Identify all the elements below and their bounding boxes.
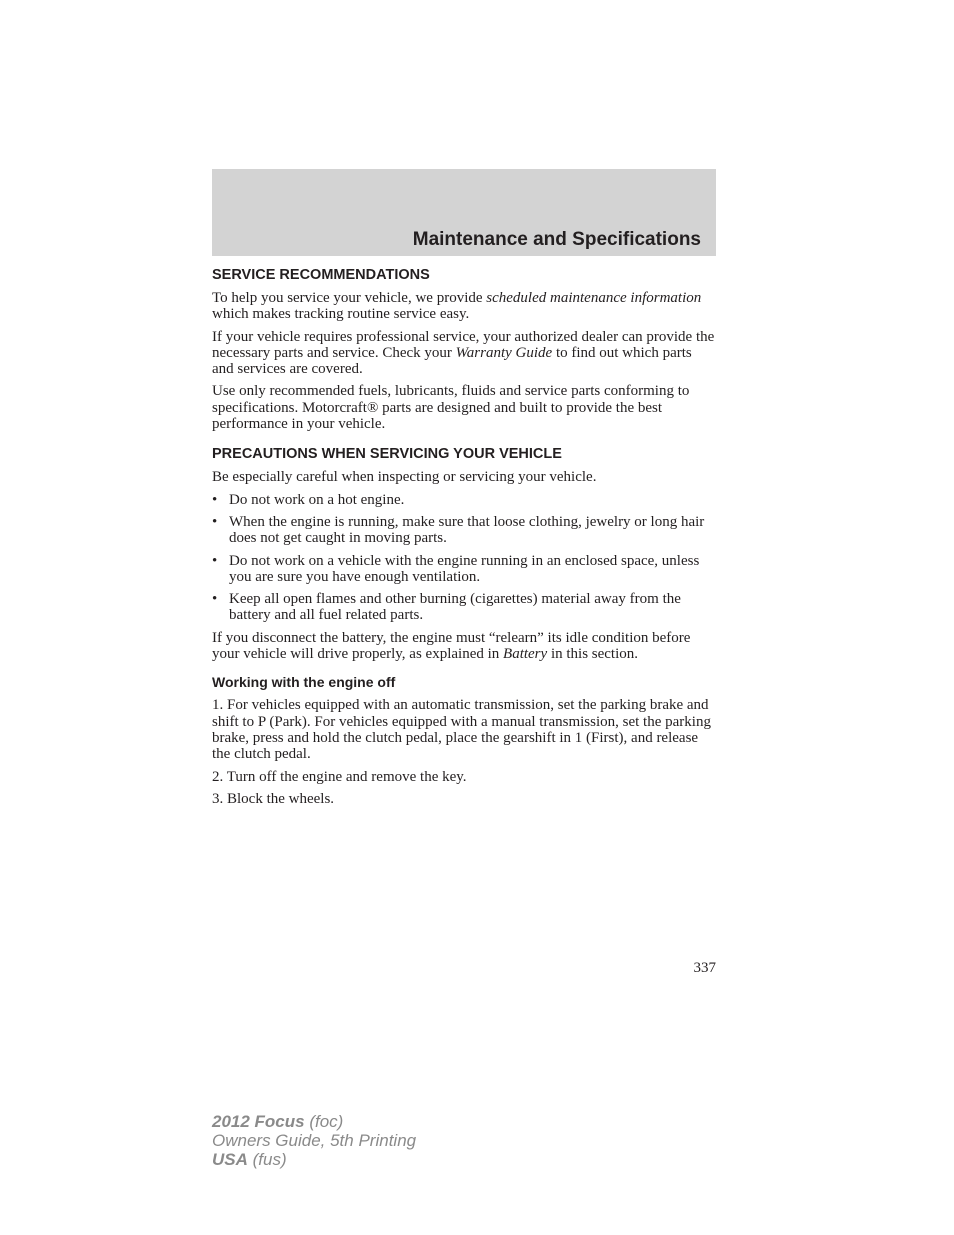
text-run: to find out which parts and services are covered. bbox=[212, 344, 692, 378]
page-content bbox=[212, 266, 716, 813]
footer-line-market bbox=[212, 1150, 416, 1169]
text-run: To help you service your vehicle, we provide bbox=[212, 290, 487, 306]
bullet-icon: • bbox=[212, 513, 218, 530]
section-title: Maintenance and Specifications bbox=[412, 229, 701, 250]
paragraph-battery-relearn bbox=[212, 630, 716, 663]
text-run: in this section. bbox=[547, 646, 639, 663]
footer-line-printing: Owners Guide, 5th Printing bbox=[212, 1131, 417, 1150]
footer-market: USA bbox=[212, 1150, 248, 1169]
heading-precautions: PRECAUTIONS WHEN SERVICING YOUR VEHICLE bbox=[212, 446, 562, 463]
list-item-text: Do not work on a vehicle with the engine running in an enclosed space, unless you are sure you have enough ventilation. bbox=[229, 552, 700, 585]
text-run: If your vehicle requires professional service, your authorized dealer can provide the necessary parts and service. Check your bbox=[212, 328, 715, 361]
bullet-icon: • bbox=[212, 491, 218, 508]
italic-term: Battery bbox=[503, 646, 548, 663]
list-item bbox=[212, 514, 716, 547]
document-footer bbox=[212, 1112, 416, 1169]
italic-term: scheduled maintenance information bbox=[486, 290, 702, 306]
step-3: 3. Block the wheels. bbox=[212, 790, 335, 807]
list-item bbox=[212, 553, 716, 586]
list-item bbox=[212, 591, 716, 624]
page-number: 337 bbox=[693, 960, 716, 976]
bullet-icon: • bbox=[212, 591, 218, 608]
list-item-text: Keep all open flames and other burning (cigarettes) material away from the battery and all fuel related parts. bbox=[229, 591, 681, 624]
paragraph-recommended-parts: Use only recommended fuels, lubricants, fluids and service parts conforming to specifications. Motorcraft® parts are designed and built to provide the best performance in your vehicle. bbox=[212, 383, 690, 433]
step-1: 1. For vehicles equipped with an automatic transmission, set the parking brake and shift to P (Park). For vehicles equipped with a manual transmission, set the parking brake, press and hold the clutch pedal, place the gearshift in 1 (First), and release the clutch pedal. bbox=[212, 697, 711, 763]
footer-model: 2012 Focus bbox=[212, 1112, 305, 1131]
paragraph-precautions-intro: Be especially careful when inspecting or servicing your vehicle. bbox=[212, 469, 597, 486]
paragraph-professional-service bbox=[212, 329, 716, 378]
paragraph-service-intro bbox=[212, 290, 716, 323]
text-run: which makes tracking routine service easy. bbox=[212, 306, 470, 323]
italic-term: Warranty Guide bbox=[455, 344, 553, 361]
bullet-icon: • bbox=[212, 552, 218, 569]
list-item-text: When the engine is running, make sure that loose clothing, jewelry or long hair does not get caught in moving parts. bbox=[229, 513, 705, 547]
list-item-text: Do not work on a hot engine. bbox=[229, 491, 405, 508]
footer-market-code: (fus) bbox=[247, 1150, 287, 1169]
list-item bbox=[212, 492, 716, 508]
section-header-band bbox=[212, 169, 716, 256]
step-2: 2. Turn off the engine and remove the key. bbox=[212, 768, 467, 785]
precautions-list bbox=[212, 492, 716, 624]
text-run: If you disconnect the battery, the engine must “relearn” its idle condition before your vehicle will drive properly, as explained in bbox=[212, 629, 691, 663]
footer-line-model bbox=[212, 1112, 416, 1131]
footer-model-code: (foc) bbox=[304, 1112, 344, 1131]
heading-engine-off: Working with the engine off bbox=[212, 674, 396, 691]
heading-service-recommendations: SERVICE RECOMMENDATIONS bbox=[212, 267, 430, 283]
